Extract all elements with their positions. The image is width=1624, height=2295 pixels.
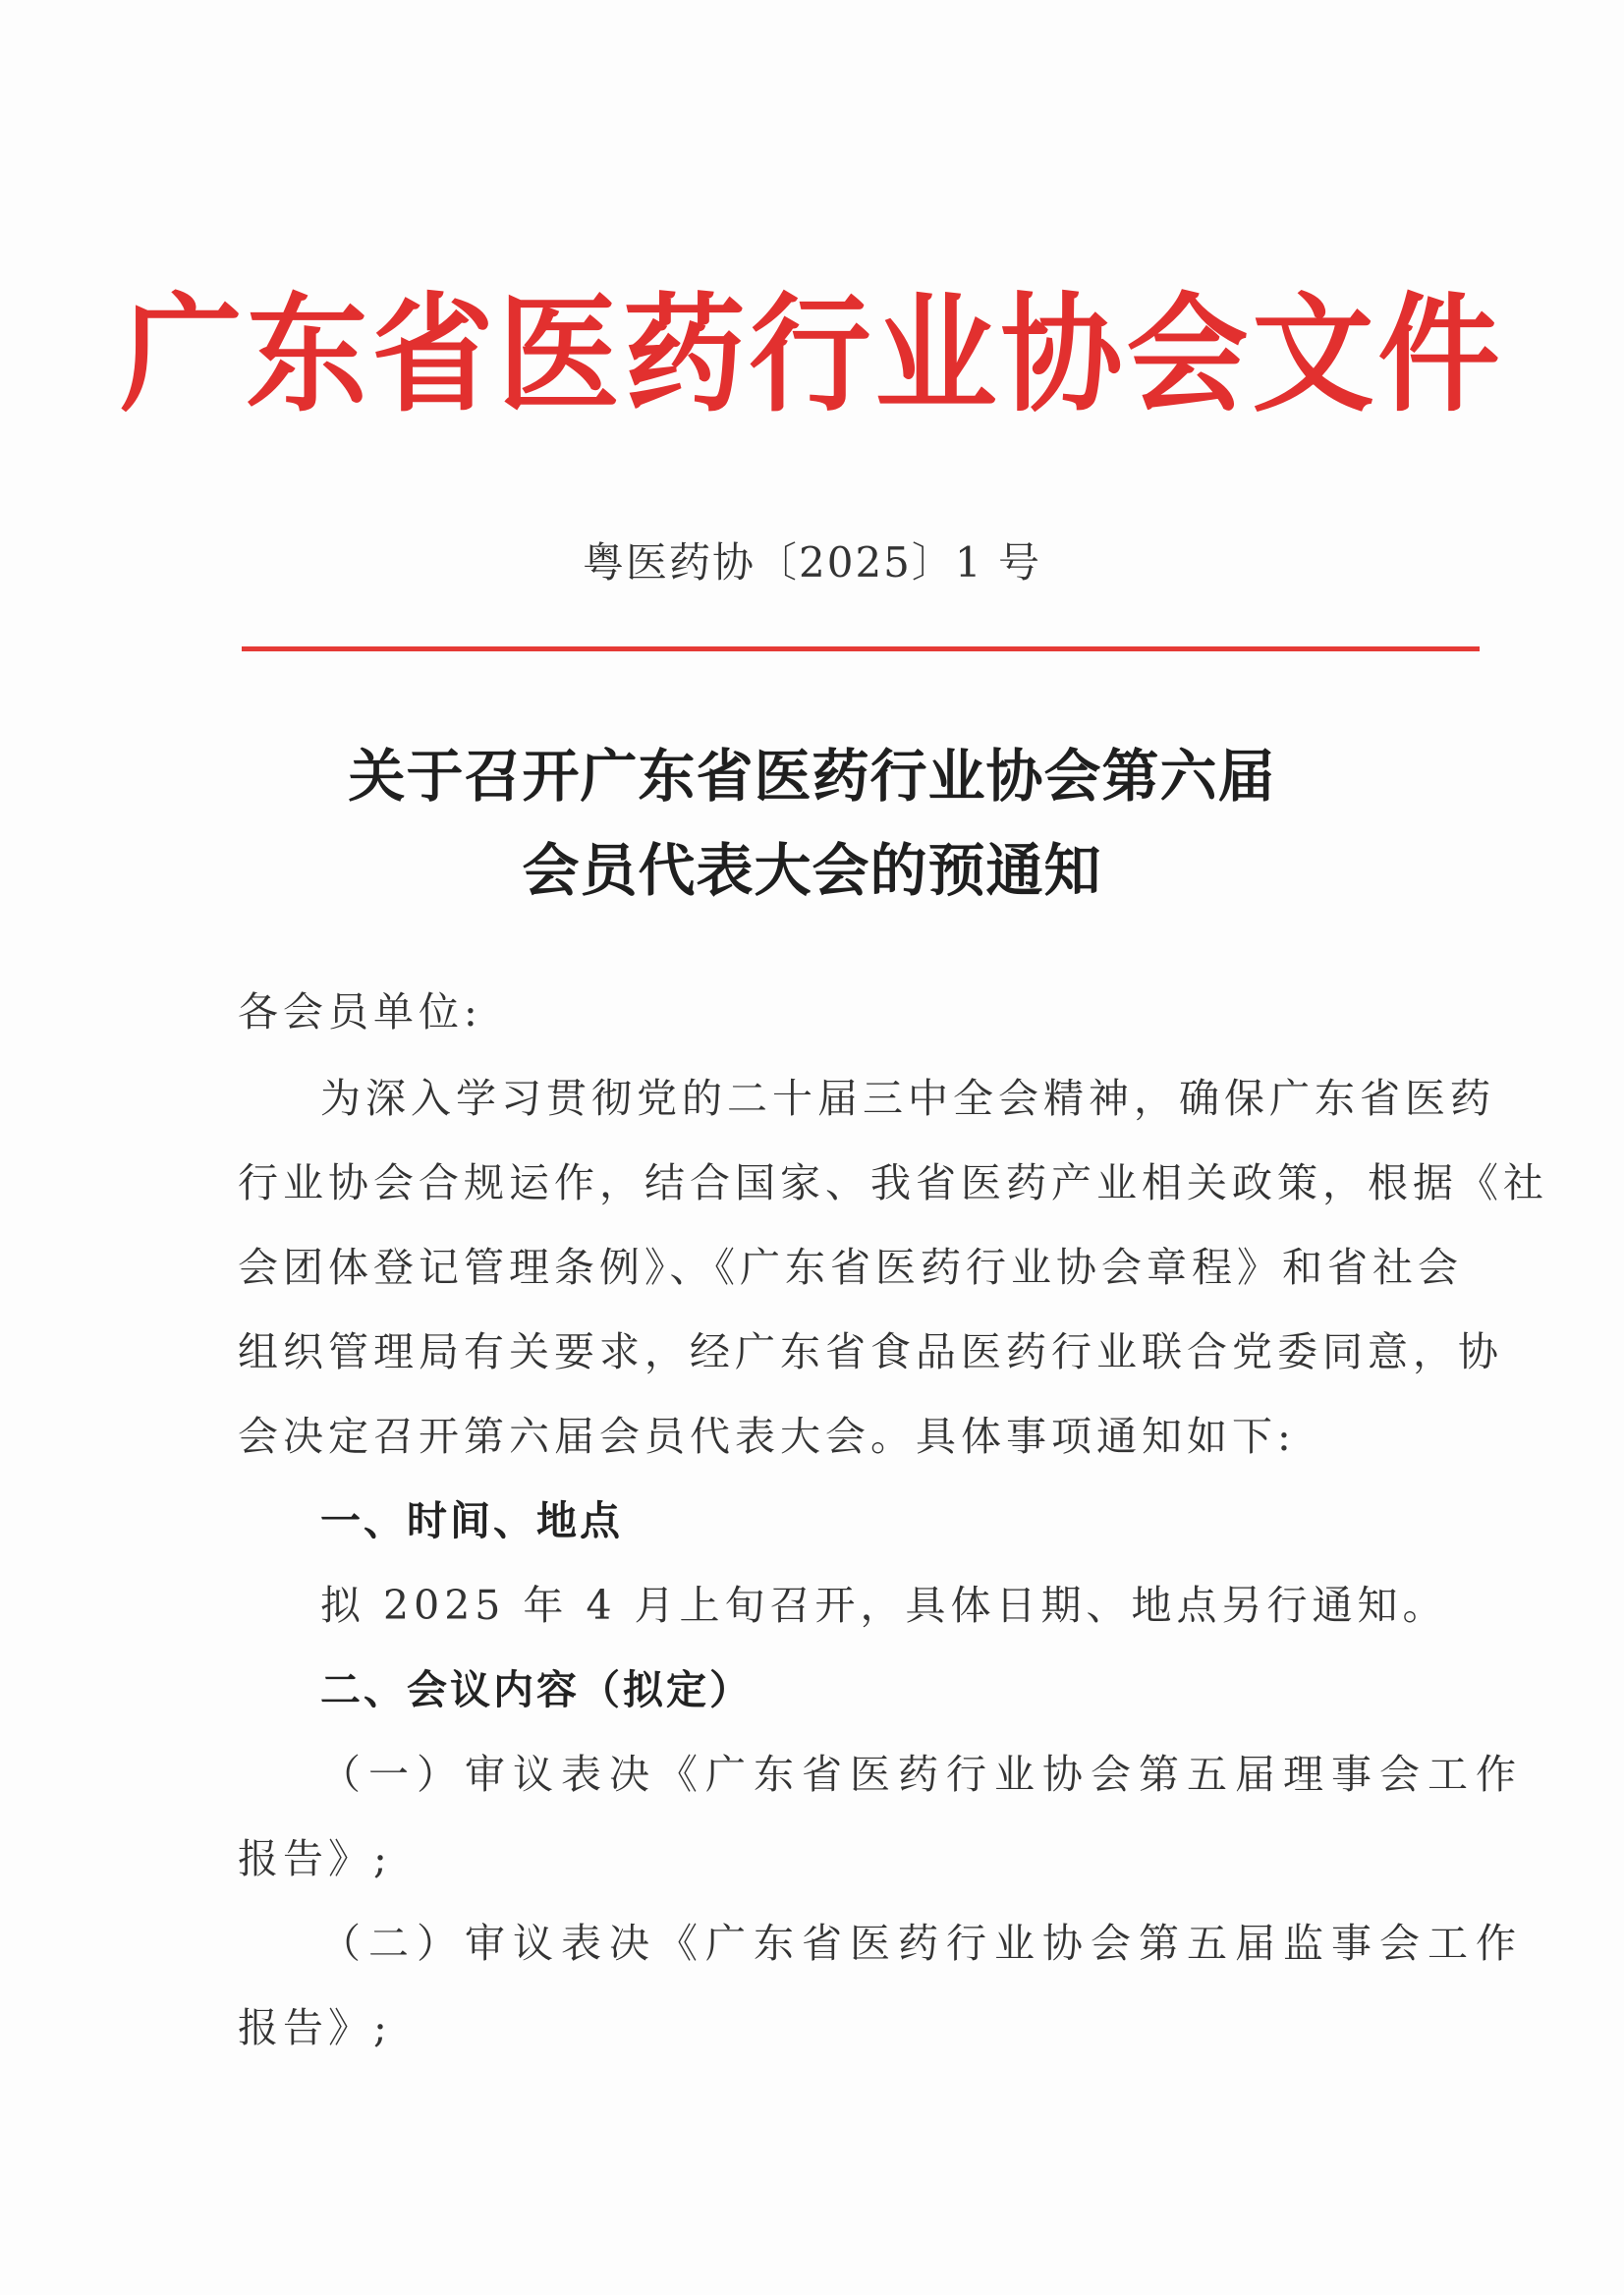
- red-divider: [242, 646, 1480, 651]
- agenda-item-2-line-1: （二）审议表决《广东省医药行业协会第五届监事会工作: [320, 1920, 1524, 1967]
- paragraph-1-line-4: 组织管理局有关要求，经广东省食品医药行业联合党委同意，协: [238, 1328, 1503, 1375]
- paragraph-1-line-3: 会团体登记管理条例》、《广东省医药行业协会章程》和省社会: [238, 1244, 1463, 1291]
- section-1-text: 拟 2025 年 4 月上旬召开，具体日期、地点另行通知。: [320, 1582, 1448, 1629]
- salutation: 各会员单位:: [238, 988, 482, 1036]
- paragraph-1-line-2: 行业协会合规运作，结合国家、我省医药产业相关政策，根据《社: [238, 1159, 1548, 1206]
- notice-title: [0, 729, 1624, 918]
- agenda-item-2-line-2: 报告》;: [238, 2004, 392, 2051]
- agenda-item-1-line-2: 报告》;: [238, 1835, 392, 1882]
- paragraph-1-line-5: 会决定召开第六届会员代表大会。具体事项通知如下:: [238, 1413, 1296, 1460]
- paragraph-1-line-1: 为深入学习贯彻党的二十届三中全会精神，确保广东省医药: [320, 1075, 1495, 1122]
- agenda-item-1-line-1: （一）审议表决《广东省医药行业协会第五届理事会工作: [320, 1751, 1524, 1798]
- section-2-heading: 二、会议内容（拟定）: [320, 1666, 753, 1713]
- notice-title-line-1: 关于召开广东省医药行业协会第六届: [348, 743, 1276, 810]
- document-number: 粤医药协〔2025〕1 号: [583, 538, 1041, 587]
- notice-title-line-2: 会员代表大会的预通知: [522, 837, 1102, 904]
- masthead-title: 广东省医药行业协会文件: [120, 280, 1504, 430]
- section-1-heading: 一、时间、地点: [320, 1497, 623, 1544]
